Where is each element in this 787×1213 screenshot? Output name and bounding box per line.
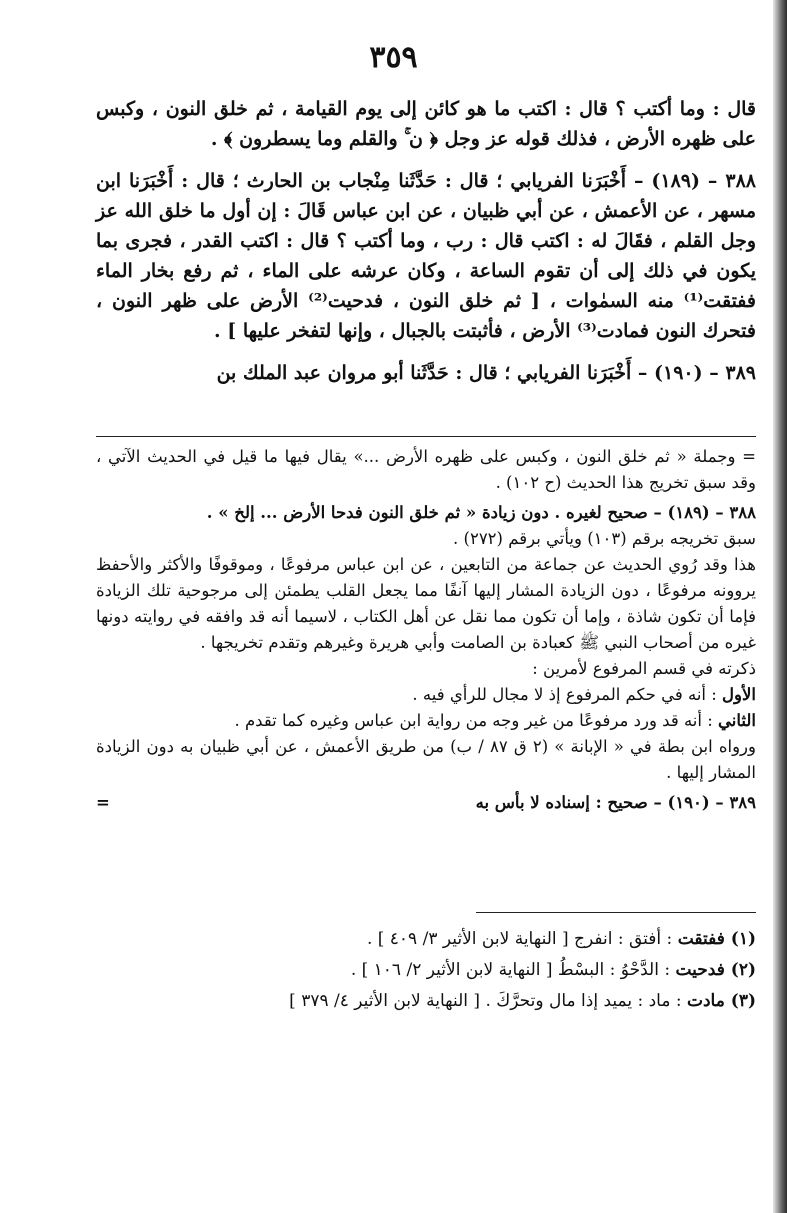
- note-388-heading: ٣٨٨ – (١٨٩) – صحيح لغيره . دون زيادة « ثم خلق النون فدحا الأرض ... إلخ » .: [206, 503, 756, 522]
- commentary-notes: [96, 444, 756, 816]
- page-edge-shadow: [773, 0, 787, 1213]
- hadith-388: ٣٨٨ – (١٨٩) – أَخْبَرَنا الفريابي ؛ قال : حَدَّثَنا مِنْجاب بن الحارث ؛ قال : أَخْبَرَنا ابن مسهر ، عن الأعمش ، عن أبي ظبيان ، عن ابن عباس قَالَ : إن أول ما خلق الله عز وجل القلم ، فقَالَ له : اكتب قال : رب ، وما أكتب ؟ قال : اكتب القدر ، فجرى بما يكون في ذلك إلى أن تقوم الساعة ، وكان عرشه على الماء ، ثم رفع بخار الماء ففتقت⁽¹⁾ منه السمٰوات ، [ ثم خلق النون ، فدحيت⁽²⁾ الأرض على ظهر النون ، فتحرك النون فمادت⁽³⁾ الأرض ، فأثبتت بالجبال ، وإنها لتفخر عليها ] .: [96, 170, 756, 342]
- footnote-1-text: : أفتق : انفرج [ النهاية لابن الأثير ٣/ ٤٠٩ ] .: [366, 929, 678, 949]
- continued-mark: =: [96, 793, 110, 812]
- note-ibn-batta: ورواه ابن بطة في « الإبانة » (٢ ق ٨٧ / ب) من طريق الأعمش ، عن أبي ظبيان به دون الزيادة المشار إليها .: [96, 737, 756, 782]
- footnote-3-text: : ماد : يميد إذا مال وتحرَّكَ . [ النهاية لابن الأثير ٤/ ٣٧٩ ]: [289, 991, 687, 1011]
- main-text: [96, 94, 756, 388]
- page-number: ٣٥٩: [369, 40, 418, 75]
- footnotes: [96, 924, 756, 1017]
- note-389-text: ٣٨٩ – (١٩٠) – صحيح : إسناده لا بأس به: [475, 793, 756, 812]
- footnote-1: [96, 924, 756, 955]
- footnote-separator-bottom: [476, 912, 756, 913]
- note-first-reason: [96, 682, 756, 708]
- footnote-3-label: (٣) مادت: [686, 991, 756, 1011]
- note-carryover: = وجملة « ثم خلق النون ، وكبس على ظهره الأرض ...» يقال فيها ما قيل في الحديث الآتي ، وقد سبق تخريج هذا الحديث (ح ١٠٢) .: [96, 447, 756, 492]
- second-text: : أنه قد ورد مرفوعًا من غير وجه من رواية ابن عباس وغيره كما تقدم .: [234, 711, 719, 730]
- hadith-intro-continuation: قال : وما أكتب ؟ قال : اكتب ما هو كائن إلى يوم القيامة ، ثم خلق النون ، وكبس على ظهره الأرض ، فذلك قوله عز وجل ﴿ ن ۚ والقلم وما يسطرون ﴾ .: [96, 98, 756, 150]
- hadith-389-start: ٣٨٩ – (١٩٠) – أَخْبَرَنا الفريابي ؛ قال : حَدَّثَنا أبو مروان عبد الملك بن: [216, 362, 756, 384]
- footnote-2-text: : الدَّحْوُ : البسْطُ [ النهاية لابن الأثير ٢/ ١٠٦ ] .: [350, 960, 676, 980]
- footnote-2-label: (٢) فدحيت: [675, 960, 756, 980]
- note-second-reason: [96, 708, 756, 734]
- footnote-2: [96, 955, 756, 986]
- second-label: الثاني: [718, 711, 756, 730]
- note-388-reference: سبق تخريجه برقم (١٠٣) ويأتي برقم (٢٧٢) .: [453, 529, 756, 548]
- footnote-3: [96, 986, 756, 1017]
- footnote-1-label: (١) ففتقت: [677, 929, 756, 949]
- first-text: : أنه في حكم المرفوع إذ لا مجال للرأي فيه .: [412, 685, 723, 704]
- note-389: [96, 790, 756, 816]
- note-388-body: هذا وقد رُوي الحديث عن جماعة من التابعين ، عن ابن عباس مرفوعًا ، وموقوفًا والأكثر والأحفظ يروونه مرفوعًا ، دون الزيادة المشار إليها آنفًا مما يجعل القلب يطمئن إلى مرجوحية تلك الزيادة فإما أن تكون شاذة ، وإما أن تكون مما نقل عن أهل الكتاب ، لاسيما أنه قد وافقه في روايته دونها غيره من أصحاب النبي ﷺ كعبادة بن الصامت وأبي هريرة وغيرهم وتقدم تخريجها .: [96, 555, 756, 652]
- note-388-reason: ذكرته في قسم المرفوع لأمرين :: [532, 659, 756, 678]
- footnote-separator-top: [96, 436, 756, 437]
- first-label: الأول: [722, 685, 756, 704]
